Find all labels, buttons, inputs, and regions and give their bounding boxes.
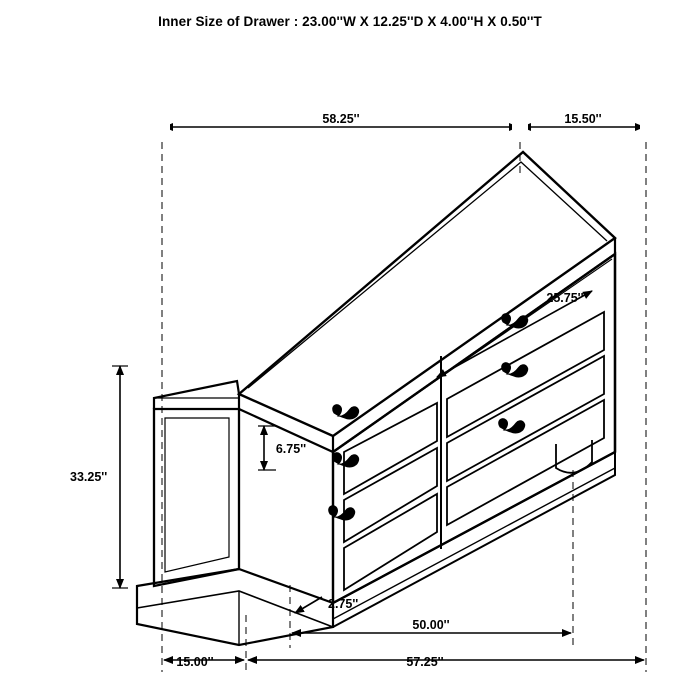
drawer-pull	[333, 405, 359, 419]
drawer-pull	[333, 453, 359, 467]
dimension-label-top-width: 58.25''	[322, 112, 360, 126]
dimline-base-molding	[295, 597, 322, 613]
dimension-label-base-width: 50.00''	[412, 618, 450, 632]
dimension-label-drawer-diagonal: 25.75''	[546, 291, 584, 305]
dimension-label-bottom-width: 57.25''	[406, 655, 444, 669]
drawer-pull	[502, 363, 528, 377]
dimension-label-bottom-depth: 15.00''	[176, 655, 214, 669]
dimension-label-base-molding: 2.75''	[328, 597, 359, 611]
drawer-pull	[499, 419, 525, 433]
dresser-outline	[137, 145, 616, 645]
page-title: Inner Size of Drawer : 23.00''W X 12.25''D X 4.00''H X 0.50''T	[158, 14, 542, 29]
dimension-label-drawer-height: 6.75''	[275, 442, 307, 456]
drawer-pull	[502, 314, 528, 328]
dimension-label-top-depth: 15.50''	[564, 112, 602, 126]
dimension-label-overall-height: 33.25''	[70, 470, 108, 484]
dimension-lines	[120, 127, 644, 660]
